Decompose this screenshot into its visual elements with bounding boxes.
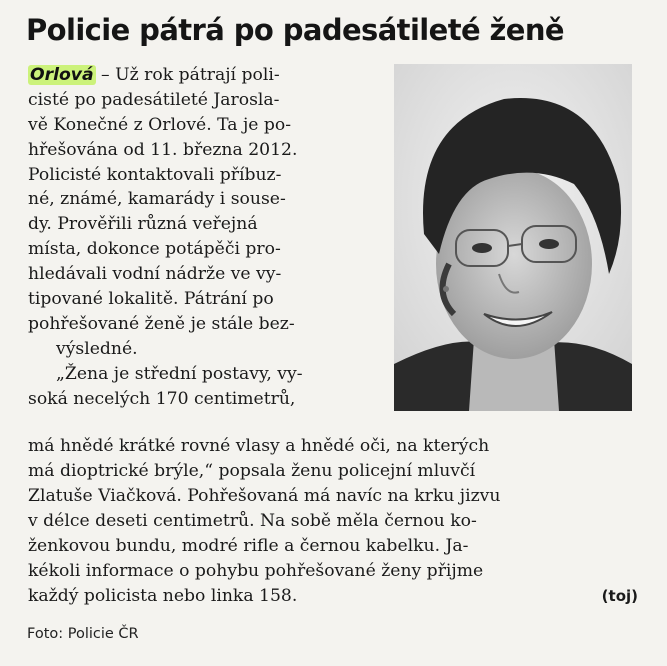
body-line: má dioptrické brýle,“ popsala ženu policejní mluvčí — [28, 461, 476, 481]
body-line: Zlatuše Viačková. Pohřešovaná má navíc na krku jizvu — [28, 486, 501, 506]
portrait-image — [394, 64, 632, 411]
photo-credit: Foto: Policie ČR — [27, 626, 139, 642]
dateline-dash: – — [95, 65, 116, 85]
headline: Policie pátrá po padesátileté ženě — [26, 13, 564, 47]
body-line: pohřešované ženě je stále bez- — [28, 313, 295, 334]
body-line: ženkovou bundu, modré rifle a černou kabelku. Ja- — [28, 536, 469, 556]
body-line: má hnědé krátké rovné vlasy a hnědé oči, na kterých — [28, 436, 490, 456]
author-signature: (toj) — [601, 587, 638, 605]
body-line: né, známé, kamarády i souse- — [28, 189, 286, 210]
body-line: Už rok pátrají poli- — [115, 65, 280, 85]
body-line: hledávali vodní nádrže ve vy- — [28, 264, 282, 285]
body-line: hřešována od 11. března 2012. — [28, 139, 298, 160]
body-line: výsledné. — [56, 338, 138, 359]
body-line: Policisté kontaktovali příbuz- — [28, 164, 282, 185]
body-line: místa, dokonce potápěči pro- — [28, 239, 281, 260]
body-line: dy. Prověřili různá veřejná — [28, 214, 258, 235]
body-line: každý policista nebo linka 158. — [28, 586, 298, 606]
dateline: Orlová — [30, 65, 94, 85]
quote-line: „Žena je střední postavy, vy- — [56, 363, 303, 384]
body-line: vě Konečné z Orlové. Ta je po- — [28, 114, 292, 135]
body-line: cisté po padesátileté Jarosla- — [28, 89, 280, 110]
article-wide-text — [28, 434, 638, 609]
portrait-photo — [394, 64, 632, 411]
body-line: kékoli informace o pohybu pohřešované ženy přijme — [28, 561, 484, 581]
article-column — [28, 63, 373, 411]
last-line — [28, 584, 638, 609]
body-line: tipované lokalitě. Pátrání po — [28, 289, 274, 310]
quote-line: soká necelých 170 centimetrů, — [28, 388, 296, 409]
first-line — [28, 63, 373, 88]
body-line: v délce deseti centimetrů. Na sobě měla černou ko- — [28, 511, 477, 531]
